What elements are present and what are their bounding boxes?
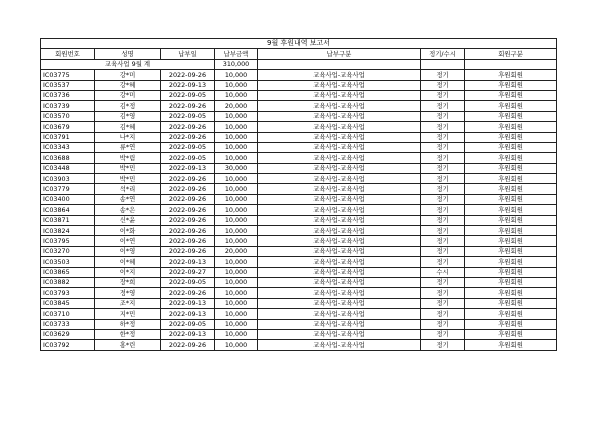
cell-date: 2022-09-13 bbox=[161, 257, 215, 267]
table-row bbox=[41, 80, 557, 90]
cell-frequency: 정기 bbox=[421, 163, 465, 173]
cell-date: 2022-09-13 bbox=[161, 309, 215, 319]
cell-amount: 10,000 bbox=[215, 257, 258, 267]
cell-member-id: IC03871 bbox=[41, 215, 95, 225]
cell-amount: 10,000 bbox=[215, 236, 258, 246]
cell-name: 김*영 bbox=[95, 111, 161, 121]
cell-member-type: 후원회원 bbox=[465, 132, 557, 142]
cell-date: 2022-09-05 bbox=[161, 277, 215, 287]
table-row bbox=[41, 319, 557, 329]
cell-member-type: 후원회원 bbox=[465, 288, 557, 298]
table-row bbox=[41, 184, 557, 194]
cell-name: 홍*린 bbox=[95, 340, 161, 350]
cell-member-type: 후원회원 bbox=[465, 80, 557, 90]
cell-amount: 10,000 bbox=[215, 194, 258, 204]
cell-name: 김*정 bbox=[95, 101, 161, 111]
cell-amount: 10,000 bbox=[215, 70, 258, 80]
cell-payment-type: 교육사업-교육사업 bbox=[258, 329, 421, 339]
cell-member-id: IC03795 bbox=[41, 236, 95, 246]
cell-member-id: IC03864 bbox=[41, 205, 95, 215]
table-row bbox=[41, 70, 557, 80]
cell-member-id: IC03629 bbox=[41, 329, 95, 339]
cell-frequency: 정기 bbox=[421, 132, 465, 142]
cell-frequency: 정기 bbox=[421, 329, 465, 339]
cell-name: 신*윤 bbox=[95, 215, 161, 225]
cell-payment-type: 교육사업-교육사업 bbox=[258, 174, 421, 184]
cell-payment-type: 교육사업-교육사업 bbox=[258, 163, 421, 173]
cell-amount: 10,000 bbox=[215, 132, 258, 142]
cell-payment-type: 교육사업-교육사업 bbox=[258, 132, 421, 142]
table-row bbox=[41, 236, 557, 246]
cell-amount: 10,000 bbox=[215, 267, 258, 277]
table-row bbox=[41, 257, 557, 267]
cell-date: 2022-09-26 bbox=[161, 226, 215, 236]
cell-amount: 10,000 bbox=[215, 90, 258, 100]
cell-frequency: 정기 bbox=[421, 122, 465, 132]
cell-frequency: 정기 bbox=[421, 205, 465, 215]
cell-member-id: IC03679 bbox=[41, 122, 95, 132]
cell-frequency: 정기 bbox=[421, 101, 465, 111]
cell-name: 하*정 bbox=[95, 319, 161, 329]
cell-member-type: 후원회원 bbox=[465, 122, 557, 132]
header-member-id: 회원번호 bbox=[41, 49, 95, 59]
report-table bbox=[40, 38, 557, 351]
cell-date: 2022-09-26 bbox=[161, 288, 215, 298]
cell-member-type: 후원회원 bbox=[465, 205, 557, 215]
cell-member-type: 후원회원 bbox=[465, 111, 557, 121]
cell-date: 2022-09-26 bbox=[161, 205, 215, 215]
cell-payment-type: 교육사업-교육사업 bbox=[258, 153, 421, 163]
cell-frequency: 정기 bbox=[421, 80, 465, 90]
cell-name: 이*연 bbox=[95, 236, 161, 246]
cell-amount: 10,000 bbox=[215, 298, 258, 308]
cell-name: 박*민 bbox=[95, 163, 161, 173]
cell-frequency: 정기 bbox=[421, 340, 465, 350]
cell-name: 장*희 bbox=[95, 277, 161, 287]
header-member-type: 회원구분 bbox=[465, 49, 557, 59]
cell-payment-type: 교육사업-교육사업 bbox=[258, 340, 421, 350]
cell-payment-type: 교육사업-교육사업 bbox=[258, 319, 421, 329]
table-row bbox=[41, 246, 557, 256]
cell-date: 2022-09-26 bbox=[161, 132, 215, 142]
cell-date: 2022-09-13 bbox=[161, 329, 215, 339]
cell-name: 이*영 bbox=[95, 246, 161, 256]
cell-name: 한*정 bbox=[95, 329, 161, 339]
cell-amount: 10,000 bbox=[215, 277, 258, 287]
header-name: 성명 bbox=[95, 49, 161, 59]
cell-amount: 10,000 bbox=[215, 122, 258, 132]
cell-member-type: 후원회원 bbox=[465, 298, 557, 308]
table-row bbox=[41, 329, 557, 339]
cell-date: 2022-09-26 bbox=[161, 70, 215, 80]
cell-member-id: IC03736 bbox=[41, 90, 95, 100]
cell-name: 이*화 bbox=[95, 226, 161, 236]
cell-amount: 10,000 bbox=[215, 288, 258, 298]
summary-empty-type bbox=[258, 59, 421, 69]
table-row bbox=[41, 309, 557, 319]
cell-member-type: 후원회원 bbox=[465, 142, 557, 152]
cell-frequency: 정기 bbox=[421, 194, 465, 204]
cell-name: 강*미 bbox=[95, 70, 161, 80]
cell-member-type: 후원회원 bbox=[465, 215, 557, 225]
cell-date: 2022-09-13 bbox=[161, 163, 215, 173]
cell-payment-type: 교육사업-교육사업 bbox=[258, 101, 421, 111]
cell-payment-type: 교육사업-교육사업 bbox=[258, 298, 421, 308]
cell-member-id: IC03903 bbox=[41, 174, 95, 184]
cell-frequency: 정기 bbox=[421, 184, 465, 194]
cell-frequency: 정기 bbox=[421, 288, 465, 298]
cell-member-id: IC03779 bbox=[41, 184, 95, 194]
table-row bbox=[41, 226, 557, 236]
cell-payment-type: 교육사업-교육사업 bbox=[258, 288, 421, 298]
cell-payment-type: 교육사업-교육사업 bbox=[258, 90, 421, 100]
cell-member-id: IC03791 bbox=[41, 132, 95, 142]
cell-frequency: 정기 bbox=[421, 153, 465, 163]
table-row bbox=[41, 90, 557, 100]
cell-date: 2022-09-05 bbox=[161, 319, 215, 329]
cell-frequency: 정기 bbox=[421, 236, 465, 246]
cell-date: 2022-09-26 bbox=[161, 194, 215, 204]
cell-frequency: 정기 bbox=[421, 215, 465, 225]
cell-member-id: IC03793 bbox=[41, 288, 95, 298]
cell-amount: 10,000 bbox=[215, 80, 258, 90]
cell-member-type: 후원회원 bbox=[465, 309, 557, 319]
cell-member-type: 후원회원 bbox=[465, 194, 557, 204]
cell-amount: 30,000 bbox=[215, 163, 258, 173]
cell-frequency: 정기 bbox=[421, 277, 465, 287]
cell-payment-type: 교육사업-교육사업 bbox=[258, 246, 421, 256]
cell-member-id: IC03270 bbox=[41, 246, 95, 256]
table-row bbox=[41, 153, 557, 163]
cell-name: 강*혜 bbox=[95, 80, 161, 90]
cell-amount: 10,000 bbox=[215, 329, 258, 339]
cell-payment-type: 교육사업-교육사업 bbox=[258, 215, 421, 225]
cell-date: 2022-09-26 bbox=[161, 184, 215, 194]
cell-payment-type: 교육사업-교육사업 bbox=[258, 236, 421, 246]
cell-member-type: 후원회원 bbox=[465, 329, 557, 339]
table-row bbox=[41, 340, 557, 350]
cell-date: 2022-09-27 bbox=[161, 267, 215, 277]
report-rows bbox=[41, 70, 557, 351]
header-amount: 납부금액 bbox=[215, 49, 258, 59]
cell-name: 나*지 bbox=[95, 132, 161, 142]
cell-name: 류*연 bbox=[95, 142, 161, 152]
cell-frequency: 정기 bbox=[421, 309, 465, 319]
cell-name: 송*은 bbox=[95, 205, 161, 215]
header-payment-type: 납부구분 bbox=[258, 49, 421, 59]
cell-payment-type: 교육사업-교육사업 bbox=[258, 122, 421, 132]
cell-frequency: 정기 bbox=[421, 319, 465, 329]
cell-member-type: 후원회원 bbox=[465, 236, 557, 246]
cell-member-id: IC03710 bbox=[41, 309, 95, 319]
cell-date: 2022-09-05 bbox=[161, 153, 215, 163]
cell-member-type: 후원회원 bbox=[465, 257, 557, 267]
cell-member-type: 후원회원 bbox=[465, 277, 557, 287]
summary-label: 교육사업 9월 계 bbox=[41, 59, 215, 69]
cell-member-type: 후원회원 bbox=[465, 226, 557, 236]
cell-member-id: IC03865 bbox=[41, 267, 95, 277]
cell-member-type: 후원회원 bbox=[465, 267, 557, 277]
table-row bbox=[41, 205, 557, 215]
table-row bbox=[41, 163, 557, 173]
cell-payment-type: 교육사업-교육사업 bbox=[258, 277, 421, 287]
cell-name: 강*미 bbox=[95, 90, 161, 100]
cell-name: 박*민 bbox=[95, 174, 161, 184]
report-sheet bbox=[40, 38, 556, 351]
report-title: 9월 후원내역 보고서 bbox=[41, 39, 557, 49]
summary-empty-freq bbox=[421, 59, 465, 69]
table-row bbox=[41, 101, 557, 111]
cell-member-id: IC03824 bbox=[41, 226, 95, 236]
cell-payment-type: 교육사업-교육사업 bbox=[258, 194, 421, 204]
cell-amount: 10,000 bbox=[215, 215, 258, 225]
cell-date: 2022-09-26 bbox=[161, 246, 215, 256]
cell-frequency: 정기 bbox=[421, 174, 465, 184]
cell-name: 정*영 bbox=[95, 288, 161, 298]
table-row bbox=[41, 267, 557, 277]
cell-member-type: 후원회원 bbox=[465, 163, 557, 173]
cell-frequency: 정기 bbox=[421, 257, 465, 267]
cell-date: 2022-09-26 bbox=[161, 340, 215, 350]
cell-frequency: 수시 bbox=[421, 267, 465, 277]
cell-date: 2022-09-26 bbox=[161, 236, 215, 246]
cell-amount: 10,000 bbox=[215, 309, 258, 319]
cell-amount: 10,000 bbox=[215, 142, 258, 152]
cell-payment-type: 교육사업-교육사업 bbox=[258, 267, 421, 277]
table-row bbox=[41, 174, 557, 184]
cell-name: 김*혜 bbox=[95, 122, 161, 132]
table-row bbox=[41, 288, 557, 298]
cell-payment-type: 교육사업-교육사업 bbox=[258, 205, 421, 215]
cell-name: 이*지 bbox=[95, 267, 161, 277]
table-row bbox=[41, 298, 557, 308]
cell-member-type: 후원회원 bbox=[465, 90, 557, 100]
cell-date: 2022-09-26 bbox=[161, 101, 215, 111]
cell-frequency: 정기 bbox=[421, 90, 465, 100]
cell-frequency: 정기 bbox=[421, 70, 465, 80]
cell-name: 박*림 bbox=[95, 153, 161, 163]
cell-date: 2022-09-13 bbox=[161, 298, 215, 308]
cell-amount: 10,000 bbox=[215, 319, 258, 329]
header-row bbox=[41, 49, 557, 59]
cell-payment-type: 교육사업-교육사업 bbox=[258, 309, 421, 319]
cell-member-type: 후원회원 bbox=[465, 246, 557, 256]
cell-member-id: IC03733 bbox=[41, 319, 95, 329]
cell-payment-type: 교육사업-교육사업 bbox=[258, 184, 421, 194]
summary-total: 310,000 bbox=[215, 59, 258, 69]
cell-amount: 10,000 bbox=[215, 226, 258, 236]
cell-member-id: IC03739 bbox=[41, 101, 95, 111]
summary-row bbox=[41, 59, 557, 69]
cell-date: 2022-09-05 bbox=[161, 90, 215, 100]
cell-payment-type: 교육사업-교육사업 bbox=[258, 111, 421, 121]
cell-member-type: 후원회원 bbox=[465, 70, 557, 80]
cell-member-type: 후원회원 bbox=[465, 184, 557, 194]
cell-member-id: IC03792 bbox=[41, 340, 95, 350]
cell-frequency: 정기 bbox=[421, 142, 465, 152]
table-row bbox=[41, 132, 557, 142]
table-row bbox=[41, 122, 557, 132]
cell-frequency: 정기 bbox=[421, 226, 465, 236]
cell-payment-type: 교육사업-교육사업 bbox=[258, 70, 421, 80]
cell-payment-type: 교육사업-교육사업 bbox=[258, 226, 421, 236]
cell-name: 조*지 bbox=[95, 298, 161, 308]
table-row bbox=[41, 142, 557, 152]
cell-member-id: IC03503 bbox=[41, 257, 95, 267]
cell-date: 2022-09-05 bbox=[161, 111, 215, 121]
cell-member-id: IC03448 bbox=[41, 163, 95, 173]
cell-frequency: 정기 bbox=[421, 246, 465, 256]
header-frequency: 정기/수시 bbox=[421, 49, 465, 59]
cell-member-type: 후원회원 bbox=[465, 340, 557, 350]
cell-date: 2022-09-26 bbox=[161, 215, 215, 225]
cell-amount: 10,000 bbox=[215, 174, 258, 184]
cell-name: 지*민 bbox=[95, 309, 161, 319]
cell-date: 2022-09-26 bbox=[161, 174, 215, 184]
cell-date: 2022-09-05 bbox=[161, 142, 215, 152]
cell-member-id: IC03688 bbox=[41, 153, 95, 163]
header-date: 납부일 bbox=[161, 49, 215, 59]
cell-amount: 10,000 bbox=[215, 111, 258, 121]
cell-frequency: 정기 bbox=[421, 298, 465, 308]
cell-date: 2022-09-26 bbox=[161, 122, 215, 132]
cell-amount: 20,000 bbox=[215, 101, 258, 111]
summary-empty-member bbox=[465, 59, 557, 69]
table-row bbox=[41, 277, 557, 287]
cell-name: 송*연 bbox=[95, 194, 161, 204]
table-row bbox=[41, 111, 557, 121]
table-row bbox=[41, 194, 557, 204]
cell-member-type: 후원회원 bbox=[465, 174, 557, 184]
cell-member-type: 후원회원 bbox=[465, 153, 557, 163]
cell-member-id: IC03845 bbox=[41, 298, 95, 308]
cell-payment-type: 교육사업-교육사업 bbox=[258, 257, 421, 267]
cell-member-id: IC03400 bbox=[41, 194, 95, 204]
cell-date: 2022-09-13 bbox=[161, 80, 215, 90]
cell-name: 석*리 bbox=[95, 184, 161, 194]
table-row bbox=[41, 215, 557, 225]
cell-member-type: 후원회원 bbox=[465, 101, 557, 111]
cell-frequency: 정기 bbox=[421, 111, 465, 121]
cell-amount: 10,000 bbox=[215, 205, 258, 215]
cell-name: 이*혜 bbox=[95, 257, 161, 267]
cell-amount: 20,000 bbox=[215, 246, 258, 256]
cell-payment-type: 교육사업-교육사업 bbox=[258, 80, 421, 90]
cell-member-id: IC03343 bbox=[41, 142, 95, 152]
cell-member-id: IC03882 bbox=[41, 277, 95, 287]
cell-member-id: IC03775 bbox=[41, 70, 95, 80]
cell-amount: 10,000 bbox=[215, 153, 258, 163]
cell-amount: 10,000 bbox=[215, 184, 258, 194]
cell-amount: 10,000 bbox=[215, 340, 258, 350]
title-row bbox=[41, 39, 557, 49]
cell-member-type: 후원회원 bbox=[465, 319, 557, 329]
cell-member-id: IC03537 bbox=[41, 80, 95, 90]
cell-payment-type: 교육사업-교육사업 bbox=[258, 142, 421, 152]
cell-member-id: IC03570 bbox=[41, 111, 95, 121]
